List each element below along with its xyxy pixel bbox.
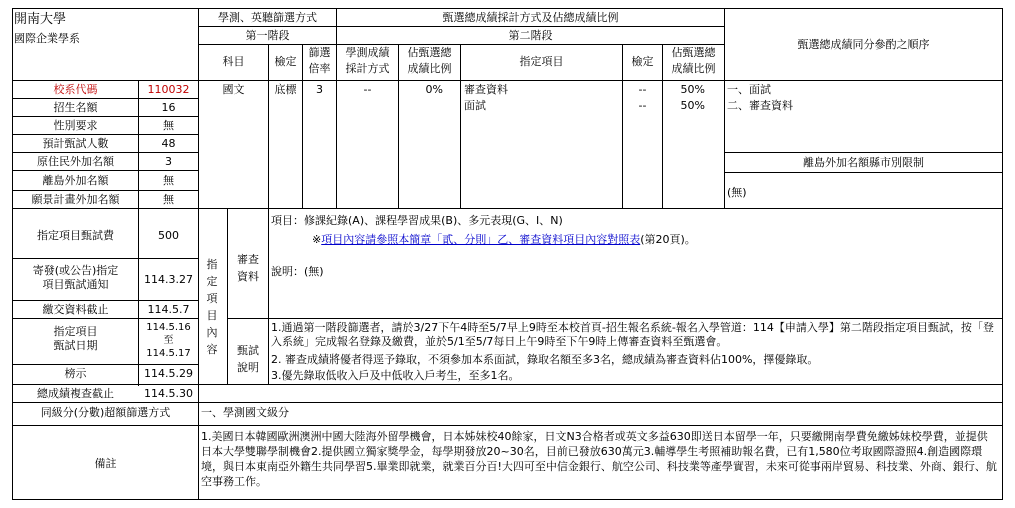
stage2-percent: 50% (680, 83, 705, 96)
exam-label: 甄試說明 (237, 344, 259, 374)
stage2-check: -- (638, 99, 647, 112)
stage2-item: 面試 (464, 99, 486, 112)
remarks-label: 備註 (94, 457, 117, 470)
school-name: 開南大學 (14, 12, 67, 27)
stage1-header: 第一階段 (245, 29, 290, 42)
same-grade-label: 同級分(分數)超額篩選方式 (40, 406, 171, 419)
tiebreak-item: 一、面試 (727, 83, 771, 96)
submit-deadline-label: 繳交資料截止 (42, 303, 109, 316)
info-value: 無 (163, 193, 174, 206)
stage1-share: 0% (425, 83, 443, 96)
info-value: 3 (165, 155, 172, 168)
review-deadline-value: 114.5.30 (144, 387, 193, 400)
designated-vertical-label: 指定項目內容 (206, 258, 218, 356)
stage1-ratio: 3 (316, 83, 323, 96)
stage2-method-header: 甄選總成績採計方式及佔總成績比例 (442, 11, 619, 24)
info-value-code: 110032 (147, 83, 190, 96)
info-value: 16 (161, 101, 176, 114)
fee-value: 500 (158, 229, 179, 242)
review-note-prefix: ※ (312, 233, 322, 246)
remarks-text: 1.美國日本韓國歐洲澳洲中國大陸海外留學機會，日本姊妹校40餘家，日文N3合格者或英文多益630即送日本留學一年，只要繳開南學費免繳姊妹校學費，並提供日本大學雙聯學制機會2.提供國立獨家獎學金，每學期發放20~30名，目前已發放630萬元3.輔導學生考照補助報名費，已有1,580位考取國際證照4.創造國際環境，與日本東南亞外籍生共同學習5.畢業即就業，就業百分百!大四可至中信金銀行、航空公司、科技業等產學實習，未來可從事兩岸貿易、科技業、外商、銀行、航空事務工作。 (201, 430, 997, 488)
review-items: 項目：修課紀錄(A)、課程學習成果(B)、多元表現(G、I、N) (271, 214, 563, 227)
review-note-link[interactable]: 項目內容請參照本簡章「貳、分則」乙、審查資料項目內容對照表 (321, 233, 641, 246)
info-label: 離島外加名額 (42, 174, 109, 187)
stage1-check: 底標 (274, 83, 297, 96)
col-check2: 檢定 (631, 55, 654, 68)
stage1-method: -- (363, 83, 372, 96)
exam-note: 3.優先錄取低收入戶及中低收入戶考生，至多1名。 (271, 369, 520, 382)
col-total-1: 佔甄選總 (671, 46, 716, 59)
info-label-code: 校系代碼 (53, 83, 98, 96)
review-note-suffix: (第20頁)。 (640, 233, 696, 246)
info-label: 原住民外加名額 (37, 155, 114, 168)
col-subject: 科目 (222, 55, 245, 68)
stage2-item: 審查資料 (464, 83, 508, 96)
col-share-1: 佔甄選總 (407, 46, 452, 59)
exam-note: 1.通過第一階段篩選者，請於3/27下午4時至5/7早上9時至本校首頁-招生報名系統-報名入學管道：114【申請入學】第二階段指定項目甄試，按「登入系統」完成報名登錄及繳費，並於5/1至5/7每日上午9時至下午9時上傳審查資料至甄選會。 (271, 321, 994, 348)
release-value: 114.5.29 (144, 367, 193, 380)
col-method-1: 學測成績 (345, 46, 390, 59)
info-label: 預計甄試人數 (42, 137, 109, 150)
exam-date-value: 114.5.16 至 114.5.17 (146, 322, 191, 359)
stage2-check: -- (638, 83, 647, 96)
col-share-2: 成績比例 (407, 62, 452, 75)
release-label: 榜示 (64, 367, 87, 380)
info-value: 48 (161, 137, 176, 150)
stage2-header: 第二階段 (508, 29, 553, 42)
department-name: 國際企業學系 (14, 32, 80, 45)
notice-label: 寄發(或公告)指定 項目甄試通知 (32, 264, 119, 291)
col-total-2: 成績比例 (671, 62, 716, 75)
info-label: 願景計畫外加名額 (31, 193, 120, 206)
stage1-subject: 國文 (222, 83, 245, 96)
tiebreak-item: 二、審查資料 (727, 99, 793, 112)
col-method-2: 採計方式 (345, 62, 390, 75)
col-ratio-1: 篩選 (308, 46, 331, 59)
info-value: 無 (163, 174, 174, 187)
submit-deadline-value: 114.5.7 (147, 303, 190, 316)
info-value: 無 (163, 119, 174, 132)
review-deadline-label: 總成績複查截止 (37, 387, 114, 400)
info-label: 招生名額 (53, 101, 98, 114)
review-desc: 說明：(無) (271, 265, 324, 278)
col-items: 指定項目 (519, 55, 564, 68)
same-grade-value: 一、學測國文級分 (201, 406, 289, 419)
info-label: 性別要求 (53, 119, 98, 132)
island-value: (無) (727, 186, 747, 199)
review-label: 審查資料 (237, 253, 259, 283)
col-ratio-2: 倍率 (308, 62, 331, 75)
col-check: 檢定 (274, 55, 297, 68)
exam-date-label: 指定項目 甄試日期 (53, 325, 98, 352)
review-note (312, 233, 696, 247)
island-title: 離島外加名額縣市別限制 (803, 156, 924, 169)
stage2-percent: 50% (680, 99, 705, 112)
stage1-method-header: 學測、英聽篩選方式 (218, 11, 317, 24)
exam-note: 2. 審查成績將優者得逕予錄取，不須參加本系面試，錄取名額至多3名，總成績為審查資料佔100%，擇優錄取。 (271, 353, 819, 366)
tiebreak-header: 甄選總成績同分參酌之順序 (797, 38, 930, 51)
fee-label: 指定項目甄試費 (37, 229, 114, 242)
notice-value: 114.3.27 (144, 273, 193, 286)
